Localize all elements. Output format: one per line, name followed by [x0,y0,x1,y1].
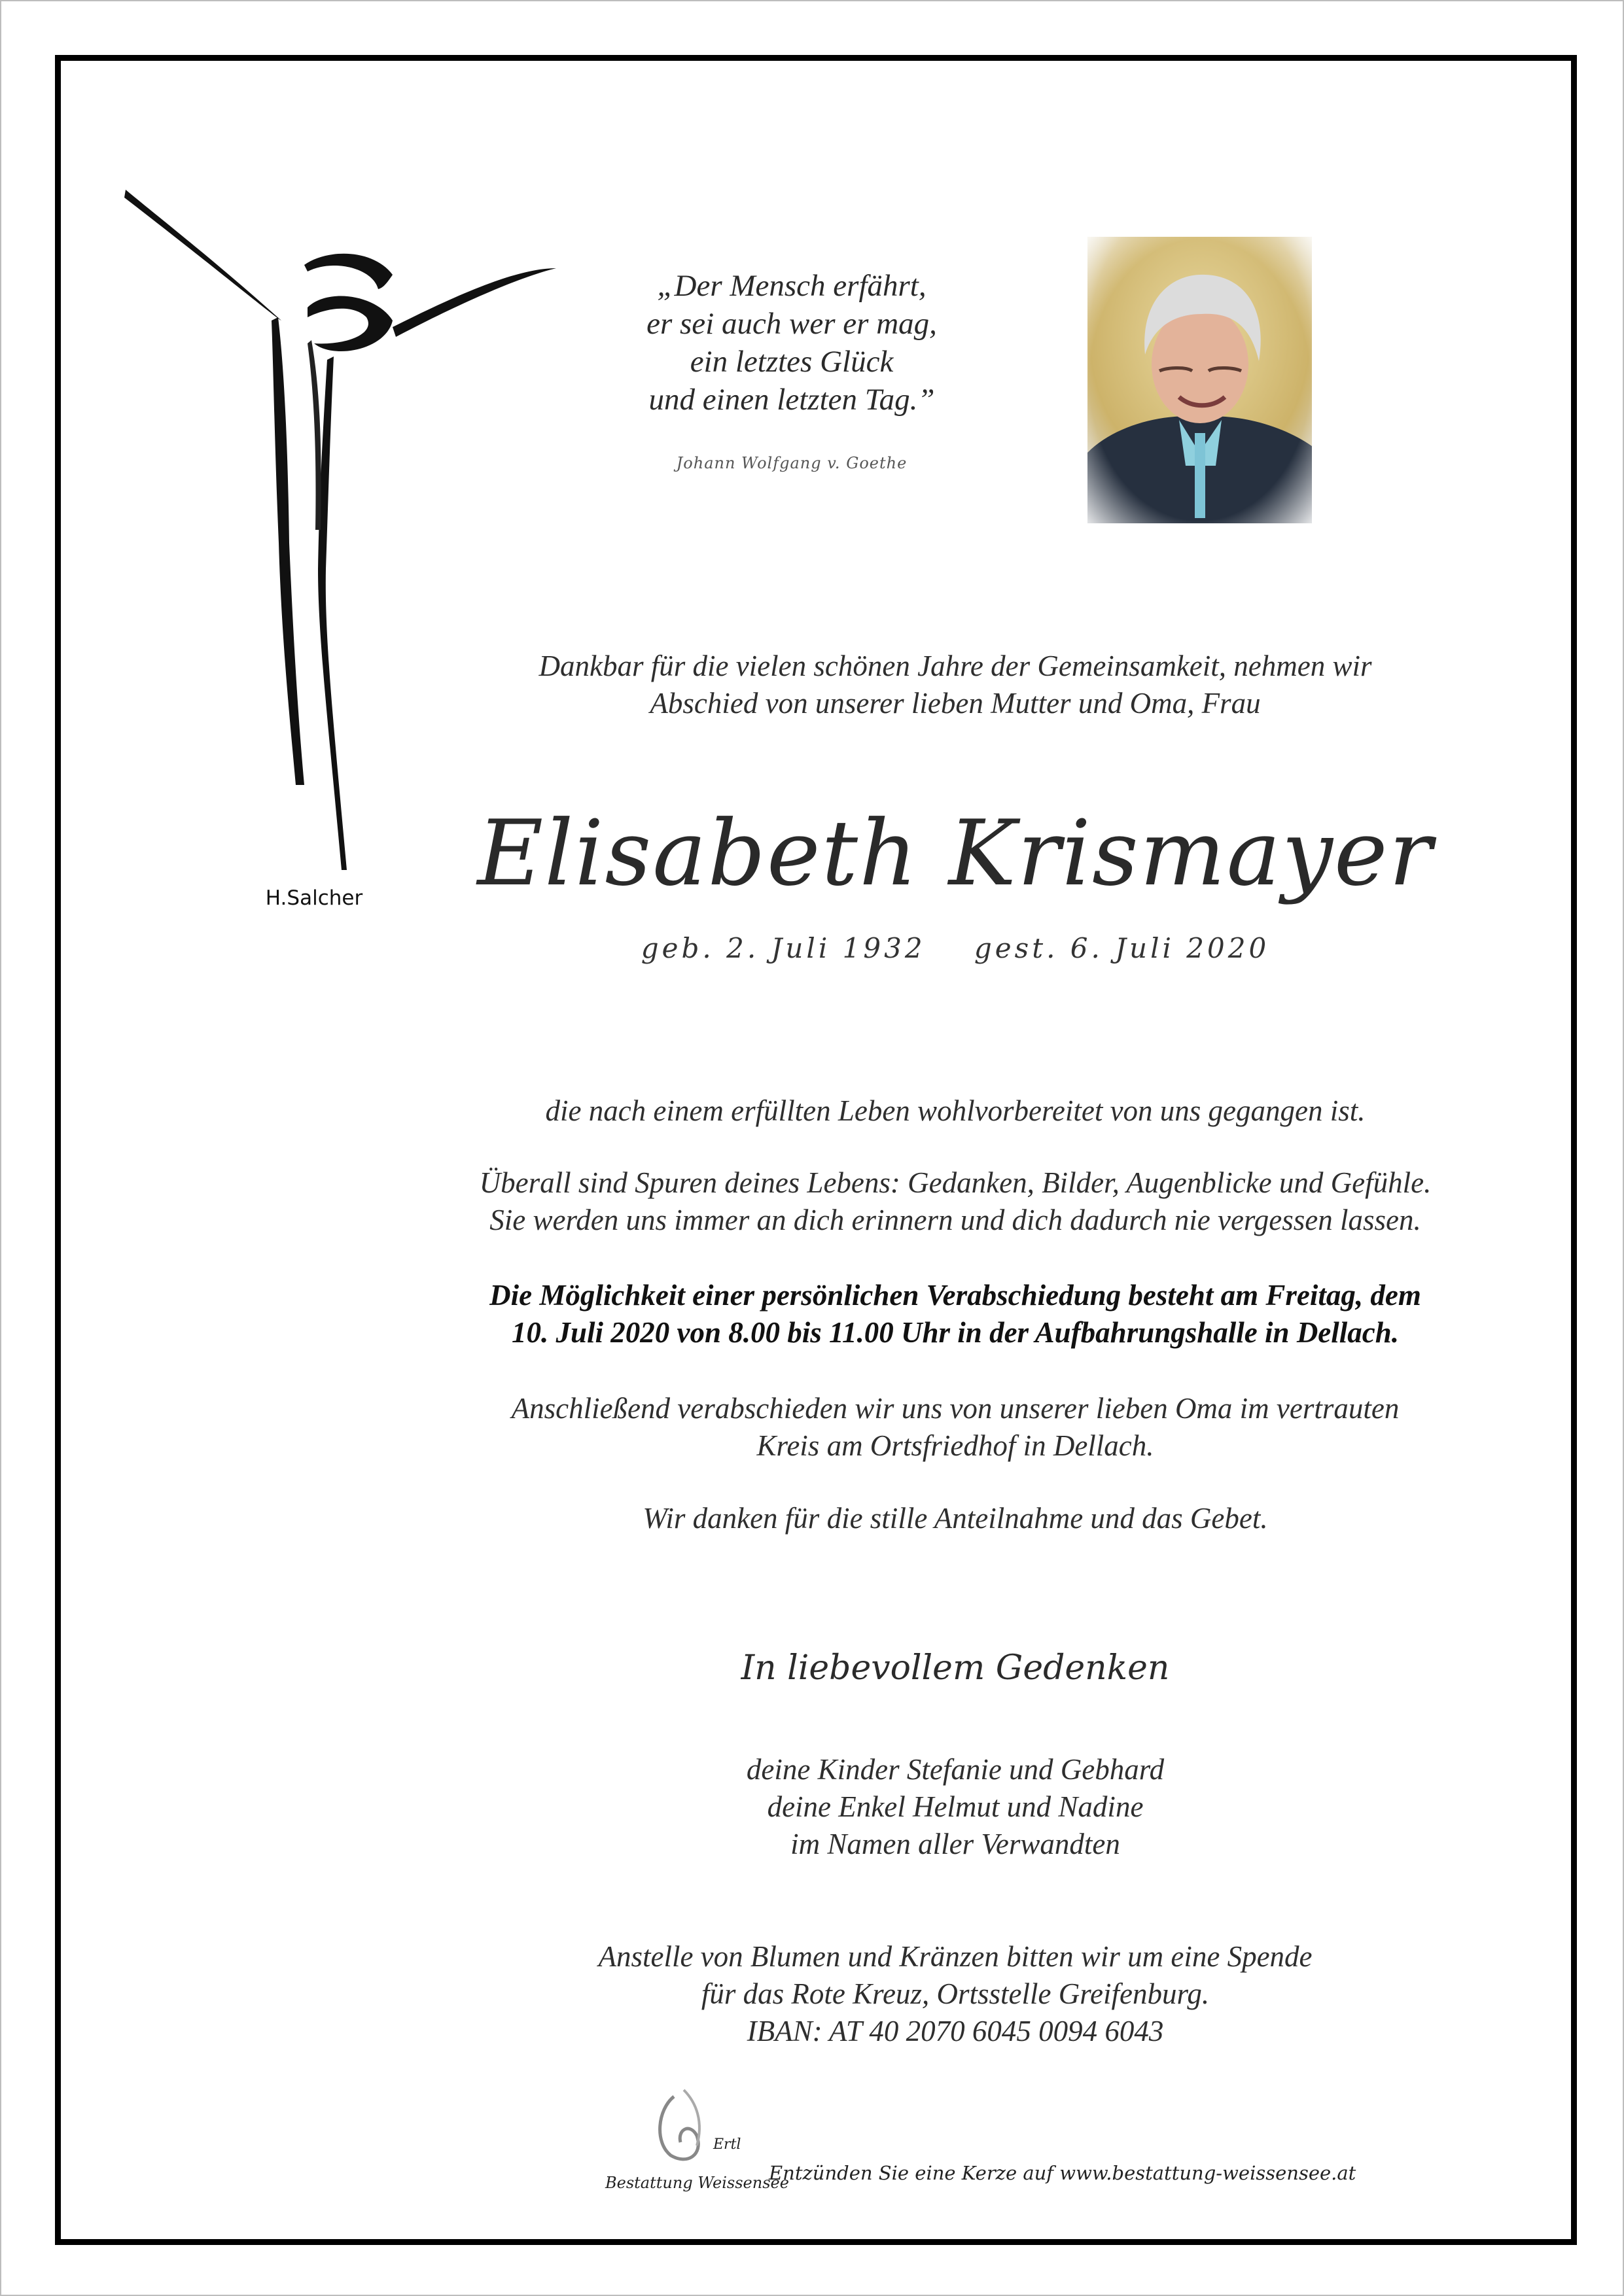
logo-suffix: Ertl [713,2136,741,2153]
quote-line: er sei auch wer er mag, [646,307,937,341]
donation-line: Anstelle von Blumen und Kränzen bitten wir um eine Spende [598,1940,1313,1973]
mourners-list [432,1751,1479,1863]
donation-line: für das Rote Kreuz, Ortsstelle Greifenburg. [701,1977,1210,2010]
donation-line: IBAN: AT 40 2070 6045 0094 6043 [747,2015,1164,2047]
body-paragraph-2 [432,1164,1479,1239]
mourner-line: deine Enkel Helmut und Nadine [767,1790,1144,1823]
body-line: Sie werden uns immer an dich erinnern und dich dadurch nie vergessen lassen. [489,1204,1421,1236]
footer-candle-note: Entzünden Sie eine Kerze auf www.bestattung-weissensee.at [769,2162,1356,2184]
closing-phrase: In liebevollem Gedenken [741,1648,1170,1688]
body-line: Anschließend verabschieden wir uns von unserer lieben Oma im vertrauten [511,1392,1400,1425]
intro-line: Abschied von unserer lieben Mutter und Oma, Frau [650,687,1261,720]
body-line: 10. Juli 2020 von 8.00 bis 11.00 Uhr in der Aufbahrungshalle in Dellach. [511,1316,1400,1349]
mourner-line: deine Kinder Stefanie und Gebhard [746,1753,1165,1786]
goethe-quote [582,267,1001,419]
quote-line: und einen letzten Tag.” [648,383,935,417]
deceased-name: Elisabeth Krismayer [477,801,1434,906]
brush-figure-artwork [118,177,576,896]
body-paragraph-1: die nach einem erfüllten Leben wohlvorbereitet von uns gegangen ist. [545,1094,1366,1127]
quote-line: ein letztes Glück [690,345,894,379]
quote-author: Johann Wolfgang v. Goethe [676,454,908,472]
body-paragraph-4 [432,1390,1479,1465]
funeral-home-logo [599,2083,789,2195]
intro-text [432,648,1479,722]
death-date: gest. 6. Juli 2020 [974,932,1270,964]
body-line: Überall sind Spuren deines Lebens: Gedanken, Bilder, Augenblicke und Gefühle. [479,1166,1432,1199]
body-line: Die Möglichkeit einer persönlichen Verabschiedung besteht am Freitag, dem [489,1279,1421,1312]
intro-line: Dankbar für die vielen schönen Jahre der Gemeinsamkeit, nehmen wir [538,650,1372,682]
logo-text: Bestattung Weissensee [605,2174,789,2192]
portrait-photo [1087,237,1312,523]
artist-signature: H.Salcher [265,886,363,910]
thanks-text: Wir danken für die stille Anteilnahme und das Gebet. [643,1502,1268,1535]
body-line: Kreis am Ortsfriedhof in Dellach. [756,1429,1154,1462]
donation-request [432,1938,1479,2050]
life-dates [563,932,1348,964]
mourner-line: im Namen aller Verwandten [790,1828,1120,1860]
farewell-info [432,1277,1479,1351]
birth-date: geb. 2. Juli 1932 [641,932,926,964]
quote-line: „Der Mensch erfährt, [657,269,927,303]
